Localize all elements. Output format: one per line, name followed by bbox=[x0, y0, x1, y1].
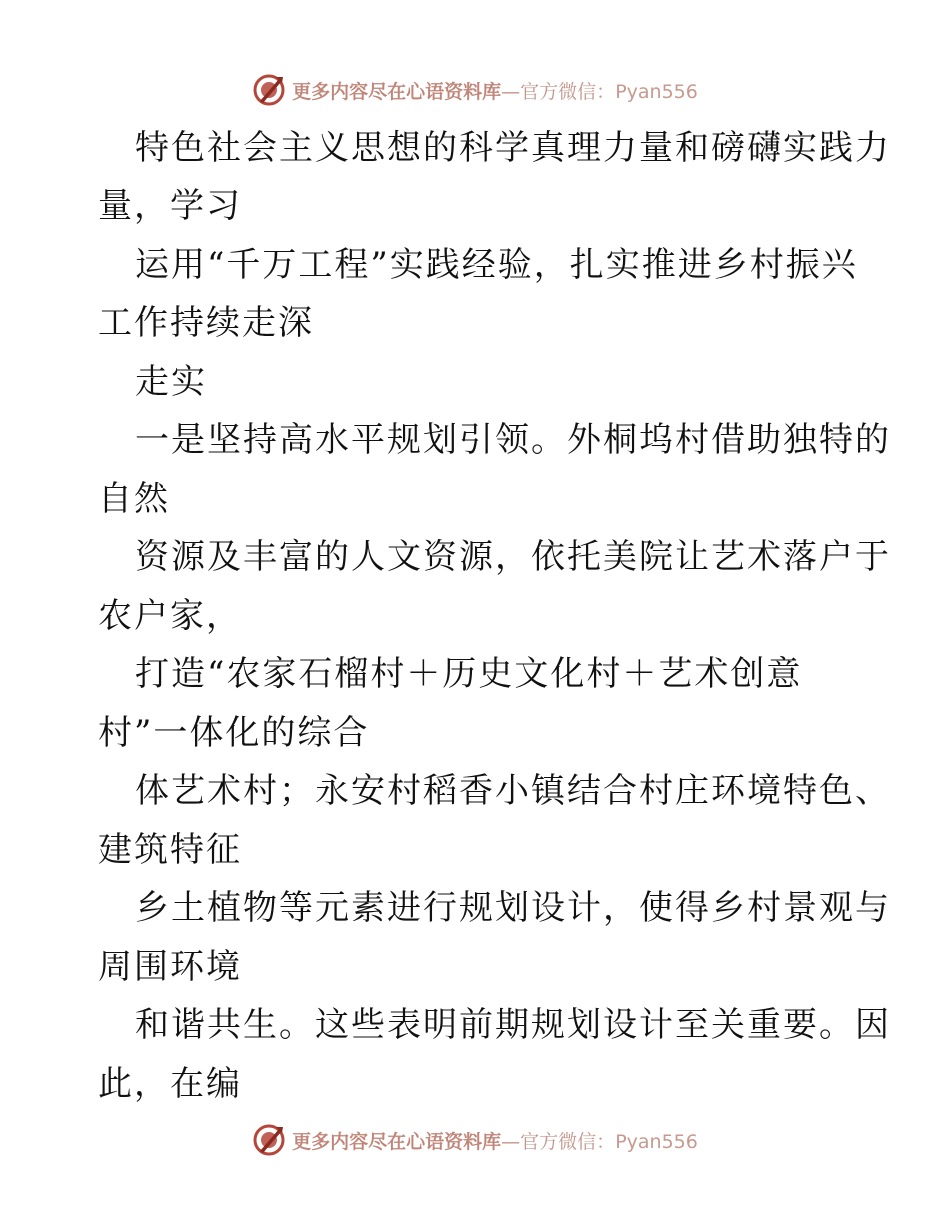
body-line: 工作持续走深 bbox=[98, 303, 314, 343]
header-site-name: 更多内容尽在心语资料库 bbox=[292, 80, 502, 103]
body-line: 打造“农家石榴村＋历史文化村＋艺术创意 bbox=[135, 654, 803, 694]
footer-wechat-id: Pyan556 bbox=[615, 1130, 698, 1153]
body-line: 走实 bbox=[135, 362, 207, 402]
header-wechat-label: 官方微信： bbox=[520, 80, 616, 103]
body-line: 乡土植物等元素进行规划设计，使得乡村景观与 bbox=[135, 888, 891, 928]
body-line: 体艺术村；永安村稻香小镇结合村庄环境特色、 bbox=[135, 771, 891, 811]
body-line: 此，在编 bbox=[98, 1064, 242, 1104]
body-line: 量，学习 bbox=[98, 186, 242, 226]
body-line: 自然 bbox=[98, 479, 170, 519]
footer-banner-text bbox=[292, 1127, 698, 1154]
header-separator: — bbox=[501, 80, 521, 103]
body-line: 农户家， bbox=[98, 596, 242, 636]
body-line: 运用“千万工程”实践经验，扎实推进乡村振兴 bbox=[135, 245, 858, 285]
footer-site-name: 更多内容尽在心语资料库 bbox=[292, 1130, 502, 1153]
header-banner-text bbox=[292, 77, 698, 104]
body-line: 特色社会主义思想的科学真理力量和磅礴实践力 bbox=[135, 128, 891, 168]
footer-wechat-label: 官方微信： bbox=[520, 1130, 616, 1153]
quill-seal-icon bbox=[252, 1123, 286, 1157]
header-wechat-id: Pyan556 bbox=[615, 80, 698, 103]
footer-separator: — bbox=[501, 1130, 521, 1153]
header-watermark bbox=[0, 70, 950, 110]
body-line: 周围环境 bbox=[98, 947, 242, 987]
footer-watermark bbox=[0, 1120, 950, 1160]
quill-seal-icon bbox=[252, 73, 286, 107]
body-line: 资源及丰富的人文资源，依托美院让艺术落户于 bbox=[135, 537, 891, 577]
body-line: 和谐共生。这些表明前期规划设计至关重要。因 bbox=[135, 1005, 891, 1045]
body-line: 建筑特征 bbox=[98, 830, 242, 870]
body-line: 村”一体化的综合 bbox=[98, 713, 370, 753]
body-line: 一是坚持高水平规划引领。外桐坞村借助独特的 bbox=[135, 420, 891, 460]
